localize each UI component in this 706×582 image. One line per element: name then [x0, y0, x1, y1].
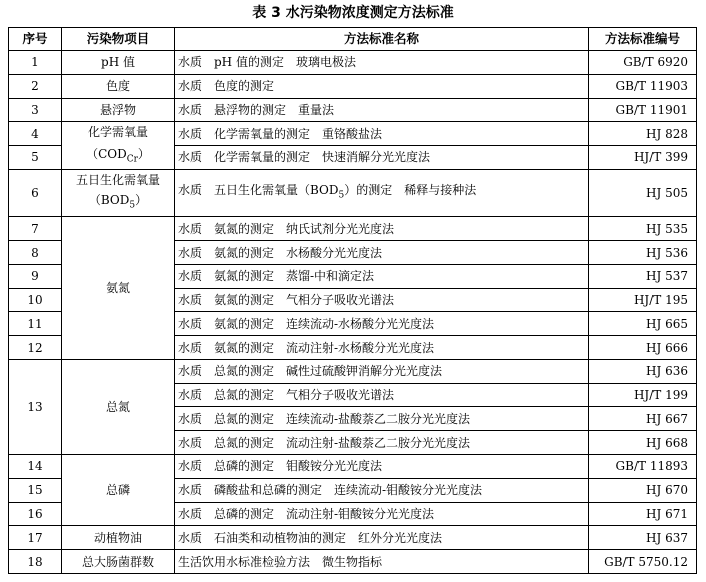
header-code: 方法标准编号: [589, 28, 697, 51]
item-line2: [65, 147, 171, 166]
row-code: HJ 667: [589, 407, 697, 431]
table-row: [9, 98, 697, 122]
item-line1: 化学需氧量: [87, 124, 148, 139]
row-no: 6: [9, 169, 62, 217]
row-item: [62, 169, 175, 217]
row-method: 生活饮用水标准检验方法 微生物指标: [175, 550, 589, 574]
row-no: 9: [9, 264, 62, 288]
row-code: GB/T 11893: [589, 455, 697, 479]
table-row: [9, 550, 697, 574]
row-no: 13: [9, 359, 62, 454]
row-no: 11: [9, 312, 62, 336]
row-code: HJ 535: [589, 217, 697, 241]
row-item: [62, 122, 175, 170]
row-item: 悬浮物: [62, 98, 175, 122]
item-paren: ）: [137, 146, 150, 161]
item-formula: （COD: [86, 146, 127, 161]
row-method: 水质 pH 值的测定 玻璃电极法: [175, 51, 589, 75]
item-subscript: Cr: [126, 154, 138, 165]
row-no: 3: [9, 98, 62, 122]
row-method: 水质 总磷的测定 钼酸铵分光光度法: [175, 455, 589, 479]
row-item: 总大肠菌群数: [62, 550, 175, 574]
row-method: 水质 色度的测定: [175, 74, 589, 98]
row-item: pH 值: [62, 51, 175, 75]
table-row: [9, 122, 697, 146]
row-method: 水质 磷酸盐和总磷的测定 连续流动-钼酸铵分光光度法: [175, 478, 589, 502]
row-code: HJ 668: [589, 431, 697, 455]
table-title: 表 3 水污染物浓度测定方法标准: [252, 5, 454, 21]
table-row: [9, 359, 697, 383]
row-code: HJ 536: [589, 241, 697, 265]
row-no: 4: [9, 122, 62, 146]
header-item: 污染物项目: [62, 28, 175, 51]
item-line2: [65, 193, 171, 212]
row-no: 16: [9, 502, 62, 526]
standards-table: [8, 27, 697, 574]
row-no: 10: [9, 288, 62, 312]
row-no: 14: [9, 455, 62, 479]
method-pre: 水质 五日生化需氧量（BOD: [178, 183, 339, 198]
row-code: HJ/T 195: [589, 288, 697, 312]
row-item: 总磷: [62, 455, 175, 526]
row-code: GB/T 5750.12: [589, 550, 697, 574]
row-no: 2: [9, 74, 62, 98]
row-code: GB/T 11903: [589, 74, 697, 98]
row-method: 水质 氨氮的测定 纳氏试剂分光光度法: [175, 217, 589, 241]
item-paren: ）: [135, 193, 148, 208]
row-no: 15: [9, 478, 62, 502]
table-row: [9, 455, 697, 479]
row-item: 氨氮: [62, 217, 175, 360]
row-method: 水质 氨氮的测定 连续流动-水杨酸分光光度法: [175, 312, 589, 336]
row-no: 7: [9, 217, 62, 241]
row-no: 8: [9, 241, 62, 265]
row-code: GB/T 6920: [589, 51, 697, 75]
row-code: HJ/T 199: [589, 383, 697, 407]
row-no: 17: [9, 526, 62, 550]
row-code: HJ 671: [589, 502, 697, 526]
row-code: HJ/T 399: [589, 146, 697, 170]
item-line1: 五日生化需氧量: [75, 173, 160, 188]
row-item: 总氮: [62, 359, 175, 454]
row-method: 水质 总氮的测定 碱性过硫酸钾消解分光光度法: [175, 359, 589, 383]
row-method: [175, 169, 589, 217]
row-code: HJ 828: [589, 122, 697, 146]
row-method: 水质 总氮的测定 流动注射-盐酸萘乙二胺分光光度法: [175, 431, 589, 455]
row-method: 水质 化学需氧量的测定 重铬酸盐法: [175, 122, 589, 146]
row-no: 12: [9, 336, 62, 360]
table-row: [9, 217, 697, 241]
row-method: 水质 氨氮的测定 流动注射-水杨酸分光光度法: [175, 336, 589, 360]
table-row: [9, 51, 697, 75]
row-code: HJ 505: [589, 169, 697, 217]
table-row: [9, 526, 697, 550]
row-method: 水质 悬浮物的测定 重量法: [175, 98, 589, 122]
row-method: 水质 总磷的测定 流动注射-钼酸铵分光光度法: [175, 502, 589, 526]
row-method: 水质 化学需氧量的测定 快速消解分光光度法: [175, 146, 589, 170]
row-code: HJ 537: [589, 264, 697, 288]
row-code: HJ 636: [589, 359, 697, 383]
header-no: 序号: [9, 28, 62, 51]
row-code: HJ 666: [589, 336, 697, 360]
item-formula: （BOD: [88, 193, 130, 208]
row-method: 水质 总氮的测定 气相分子吸收光谱法: [175, 383, 589, 407]
row-code: HJ 637: [589, 526, 697, 550]
row-no: 18: [9, 550, 62, 574]
item-subscript: 5: [129, 200, 136, 211]
row-no: 1: [9, 51, 62, 75]
row-no: 5: [9, 146, 62, 170]
table-row: [9, 74, 697, 98]
row-code: GB/T 11901: [589, 98, 697, 122]
row-item: 色度: [62, 74, 175, 98]
method-subscript: 5: [338, 190, 345, 201]
row-item: 动植物油: [62, 526, 175, 550]
row-method: 水质 石油类和动植物油的测定 红外分光光度法: [175, 526, 589, 550]
row-method: 水质 氨氮的测定 气相分子吸收光谱法: [175, 288, 589, 312]
method-post: ）的测定 稀释与接种法: [344, 183, 477, 198]
row-method: 水质 氨氮的测定 蒸馏-中和滴定法: [175, 264, 589, 288]
row-code: HJ 670: [589, 478, 697, 502]
row-code: HJ 665: [589, 312, 697, 336]
header-method: 方法标准名称: [175, 28, 589, 51]
header-row: [9, 28, 697, 51]
row-method: 水质 总氮的测定 连续流动-盐酸萘乙二胺分光光度法: [175, 407, 589, 431]
table-row: [9, 169, 697, 217]
row-method: 水质 氨氮的测定 水杨酸分光光度法: [175, 241, 589, 265]
